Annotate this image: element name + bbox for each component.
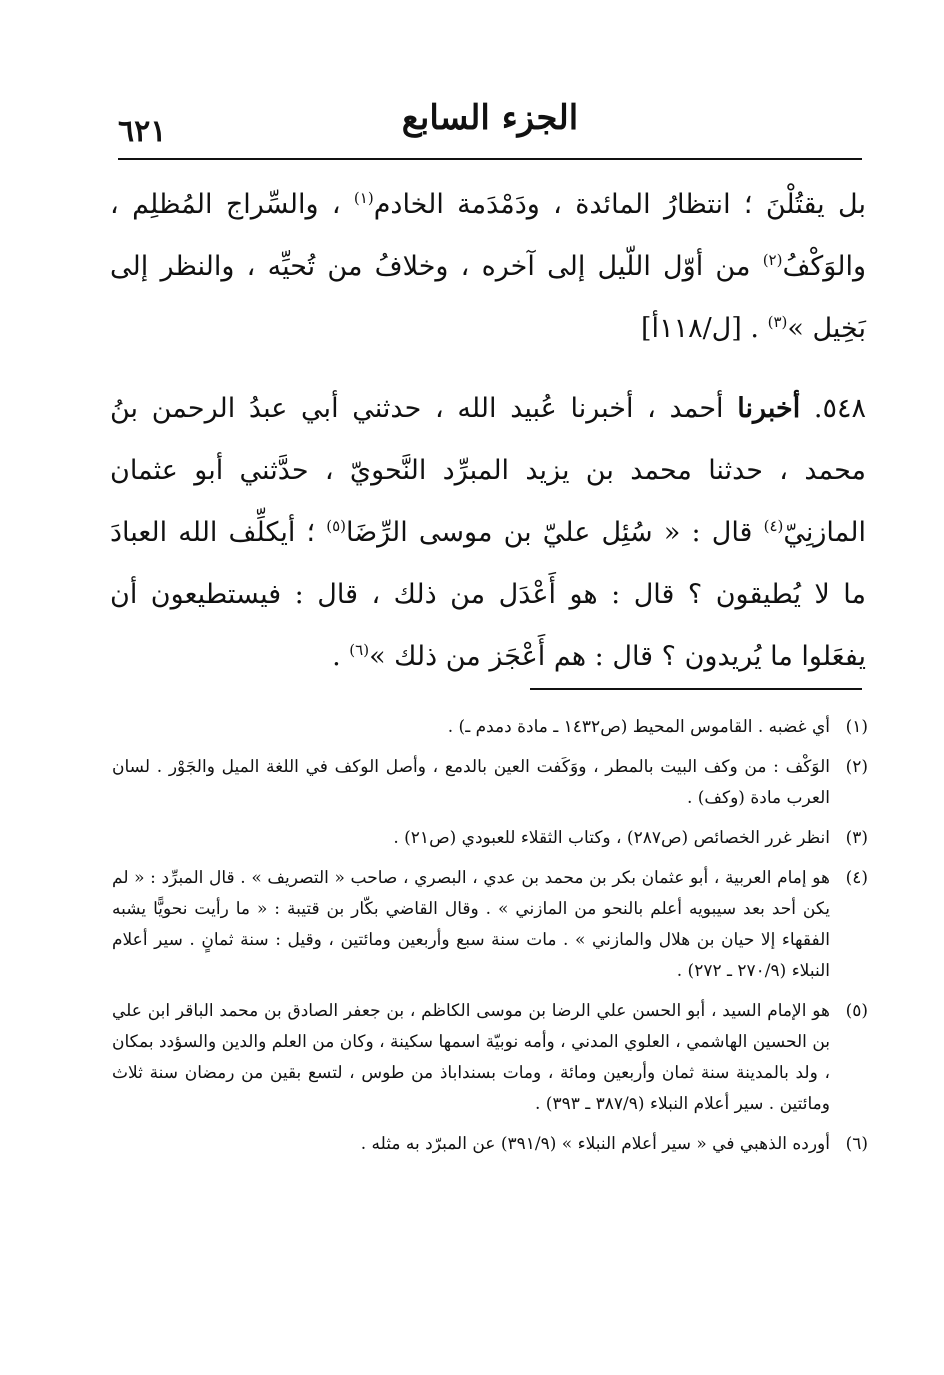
footnote-text: هو إمام العربية ، أبو عثمان بكر بن محمد بن عدي ، البصري ، صاحب « التصريف » . قال المبرِّد : « لم يكن أحد بعد سيبويه أعلم بالنحو من المازني » . وقال القاضي بكّار بن قتيبة : « ما رأيت نحويًّا يشبه الفقهاء إلا حيان بن هلال والمازني » . مات سنة سبع وأربعين ومائتين ، وقيل : سنة ثمانٍ . سير أعلام النبلاء (٢٧٠/٩ ـ ٢٧٢) . bbox=[112, 868, 830, 981]
footnote-ref: (٣) bbox=[767, 313, 788, 331]
footnote-number: (٥) bbox=[845, 1001, 868, 1021]
footnote-text: أي غضبه . القاموس المحيط (ص١٤٣٢ ـ مادة دمدم ـ) . bbox=[447, 717, 830, 737]
footnote bbox=[112, 863, 868, 987]
text-run: ؛ أيكلِّف الله العبادَ ما لا يُطيقون ؟ قال : هو أَعْدَل من ذلك ، قال : فيستطيعون أن يفعَلوا ما يُريدون ؟ قال : هم أَعْجَز من ذلك » bbox=[110, 517, 866, 672]
text-run: بل يقتُلْنَ ؛ انتظارُ المائدة ، ودَمْدَمة الخادم bbox=[373, 189, 866, 220]
footnote-number: (٢) bbox=[845, 757, 868, 777]
main-text bbox=[110, 174, 866, 688]
footnote bbox=[112, 996, 868, 1120]
footnote bbox=[112, 823, 868, 854]
footnote-text: الوَكْف : من وكف البيت بالمطر ، ووَكَفت العين بالدمع ، وأصل الوكف في اللغة الميل والجَوْر . لسان العرب مادة (وكف) . bbox=[112, 757, 830, 808]
footnotes bbox=[112, 712, 868, 1169]
entry-lead-word: أخبرنا bbox=[737, 393, 801, 424]
footnote-ref: (٦) bbox=[349, 641, 370, 659]
text-run: ، والسِّراج المُظلِم ، والوَكْفُ bbox=[110, 189, 866, 282]
footnote-text: أورده الذهبي في « سير أعلام النبلاء » (٣٩١/٩) عن المبرّد به مثله . bbox=[360, 1134, 830, 1154]
page-number: ٦٢١ bbox=[118, 114, 167, 149]
footnote-ref: (٥) bbox=[326, 517, 346, 535]
footnote-number: (١) bbox=[845, 717, 868, 737]
footnote bbox=[112, 1129, 868, 1160]
footnote-number: (٦) bbox=[845, 1134, 868, 1154]
entry-number: ٥٤٨. bbox=[800, 393, 866, 424]
running-title: الجزء السابع bbox=[401, 98, 579, 138]
footnote-number: (٣) bbox=[845, 828, 868, 848]
footnote-ref: (١) bbox=[353, 189, 374, 207]
footnote bbox=[112, 712, 868, 743]
text-run: . bbox=[332, 641, 350, 672]
footnote-number: (٤) bbox=[845, 868, 868, 888]
page-header bbox=[118, 92, 862, 160]
paragraph-continuation bbox=[110, 174, 866, 360]
text-run: قال : « سُئِل عليّ بن موسى الرِّضَا bbox=[346, 517, 764, 548]
footnote-text: انظر غرر الخصائص (ص٢٨٧) ، وكتاب الثقلاء للعبودي (ص٢١) . bbox=[393, 828, 830, 848]
footnote-ref: (٤) bbox=[763, 517, 784, 535]
hadith-entry-548 bbox=[110, 378, 866, 688]
footnote-separator bbox=[530, 688, 862, 690]
text-run: من أوّل اللّيل إلى آخره ، وخلافُ من تُحيِّه ، والنظر إلى بَخِيل » bbox=[110, 251, 866, 344]
footnote-ref: (٢) bbox=[762, 251, 783, 269]
footnote bbox=[112, 752, 868, 814]
text-run: أحمد ، أخبرنا عُبيد الله ، حدثني أبي عبدُ الرحمن بنُ محمد ، حدثنا محمد بن يزيد المبرِّد النَّحويّ ، حدَّثني أبو عثمان المازنِيّ bbox=[110, 393, 866, 548]
folio-marker: . [ل/١١٨أ] bbox=[641, 313, 768, 344]
footnote-text: هو الإمام السيد ، أبو الحسن علي الرضا بن موسى الكاظم ، بن جعفر الصادق بن محمد الباقر ابن علي بن الحسين الهاشمي ، العلوي المدني ، وأمه نوبيّة اسمها سكينة ، وكان من العلم والدين والسؤدد بمكان ، ولد بالمدينة سنة ثمان وأربعين ومائة ، ومات بسنداباذ من طوس ، لتسع بقين من رمضان سنة ثلاث ومائتين . سير أعلام النبلاء (٣٨٧/٩ ـ ٣٩٣) . bbox=[112, 1001, 830, 1114]
